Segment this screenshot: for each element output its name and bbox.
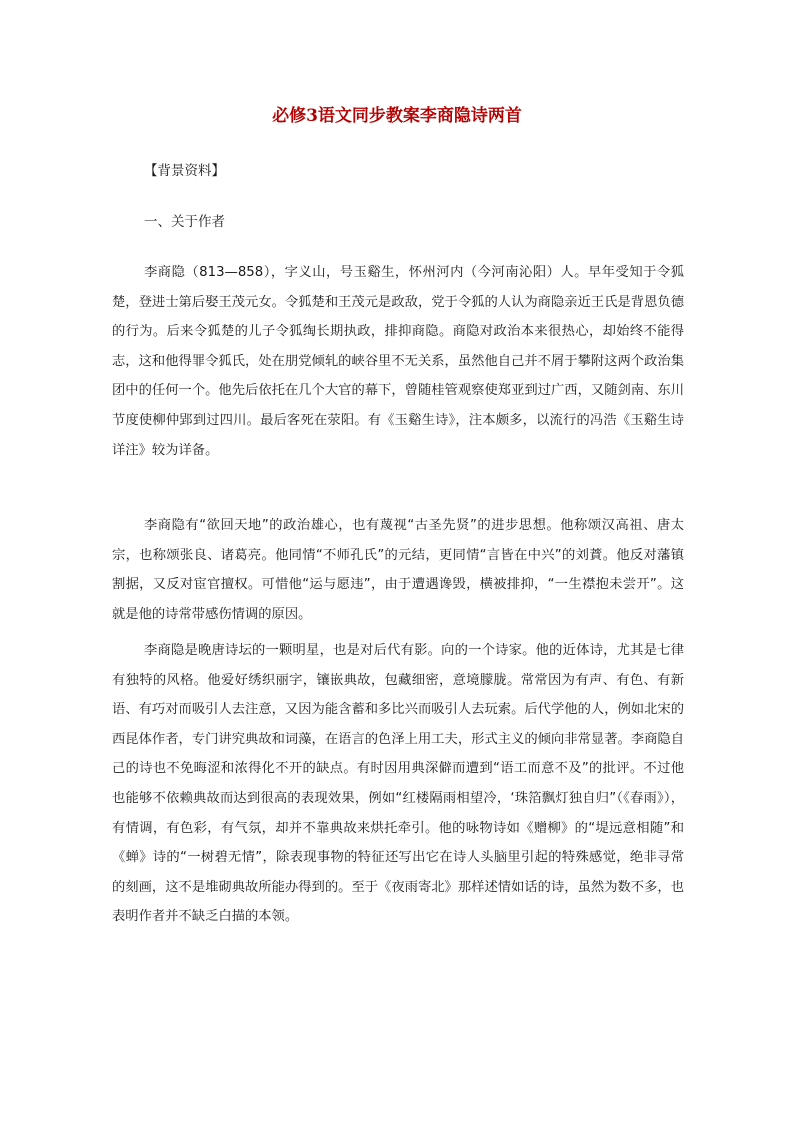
paragraph-ideals: 李商隐有“欲回天地”的政治雄心，也有蔑视“古圣先贤”的进步思想。他称颂汉高祖、唐太宗，也称颂张良、诸葛亮。他同情“不师孔氏”的元结，更同情“言皆在中兴”的刘蕡。他反对藩镇割据，又反对宦官擅权。可惜他“运与愿违”，由于遭遇谗毁，横被排抑，“一生襟抱未尝开”。这就是他的诗常带感伤情调的原因。 bbox=[112, 518, 684, 622]
section-label: 【背景资料】 bbox=[144, 163, 225, 179]
paragraph-poetic-style: 李商隐是晚唐诗坛的一颗明星，也是对后代有影。向的一个诗家。他的近体诗，尤其是七律有独特的风格。他爱好绣织丽字，镶嵌典故，包藏细密，意境朦胧。常常因为有声、有色、有新语、有巧对而吸引人去注意，又因为能含蓄和多比兴而吸引人去玩索。后代学他的人，例如北宋的西昆体作者，专门讲究典故和词藻，在语言的色泽上用工夫，形式主义的倾向非常显著。李商隐自己的诗也不免晦涩和浓得化不开的缺点。有时因用典深僻而遭到“语工而意不及”的批评。不过他也能够不依赖典故而达到很高的表现效果，例如“红楼隔雨相望冷，‘珠箔飘灯独自归”（《春雨》），有情调，有色彩，有气氛，却并不靠典故来烘托牵引。他的咏物诗如《赠柳》的“堤远意相随”和《蝉》诗的“一树碧无情”，除表现事物的特征还写出它在诗人头脑里引起的特殊感觉，绝非寻常的刻画，这不是堆砌典故所能办得到的。至于《夜雨寄北》那样述情如话的诗，虽然为数不多，也表明作者并不缺乏白描的本领。 bbox=[112, 643, 684, 925]
paragraph-biography: 李商隐（813—858），字义山，号玉谿生，怀州河内（今河南沁阳）人。早年受知于令狐楚，登进士第后娶王茂元女。令狐楚和王茂元是政敌，党于令狐的人认为商隐亲近王氏是背恩负德的行为。后来令狐楚的儿子令狐绹长期执政，排抑商隐。商隐对政治本来很热心，却始终不能得志，这和他得罪令狐氏，处在朋党倾轧的峡谷里不无关系，虽然他自己并不屑于攀附这两个政治集团中的任何一个。他先后依托在几个大官的幕下，曾随桂管观察使郑亚到过广西，又随剑南、东川节度使柳仲郢到过四川。最后客死在荥阳。有《玉谿生诗》，注本颇多，以流行的冯浩《玉谿生诗详注》较为详备。 bbox=[112, 265, 684, 458]
subheading-about-author: 一、关于作者 bbox=[144, 214, 225, 230]
document-title: 必修3语文同步教案李商隐诗两首 bbox=[272, 106, 522, 126]
